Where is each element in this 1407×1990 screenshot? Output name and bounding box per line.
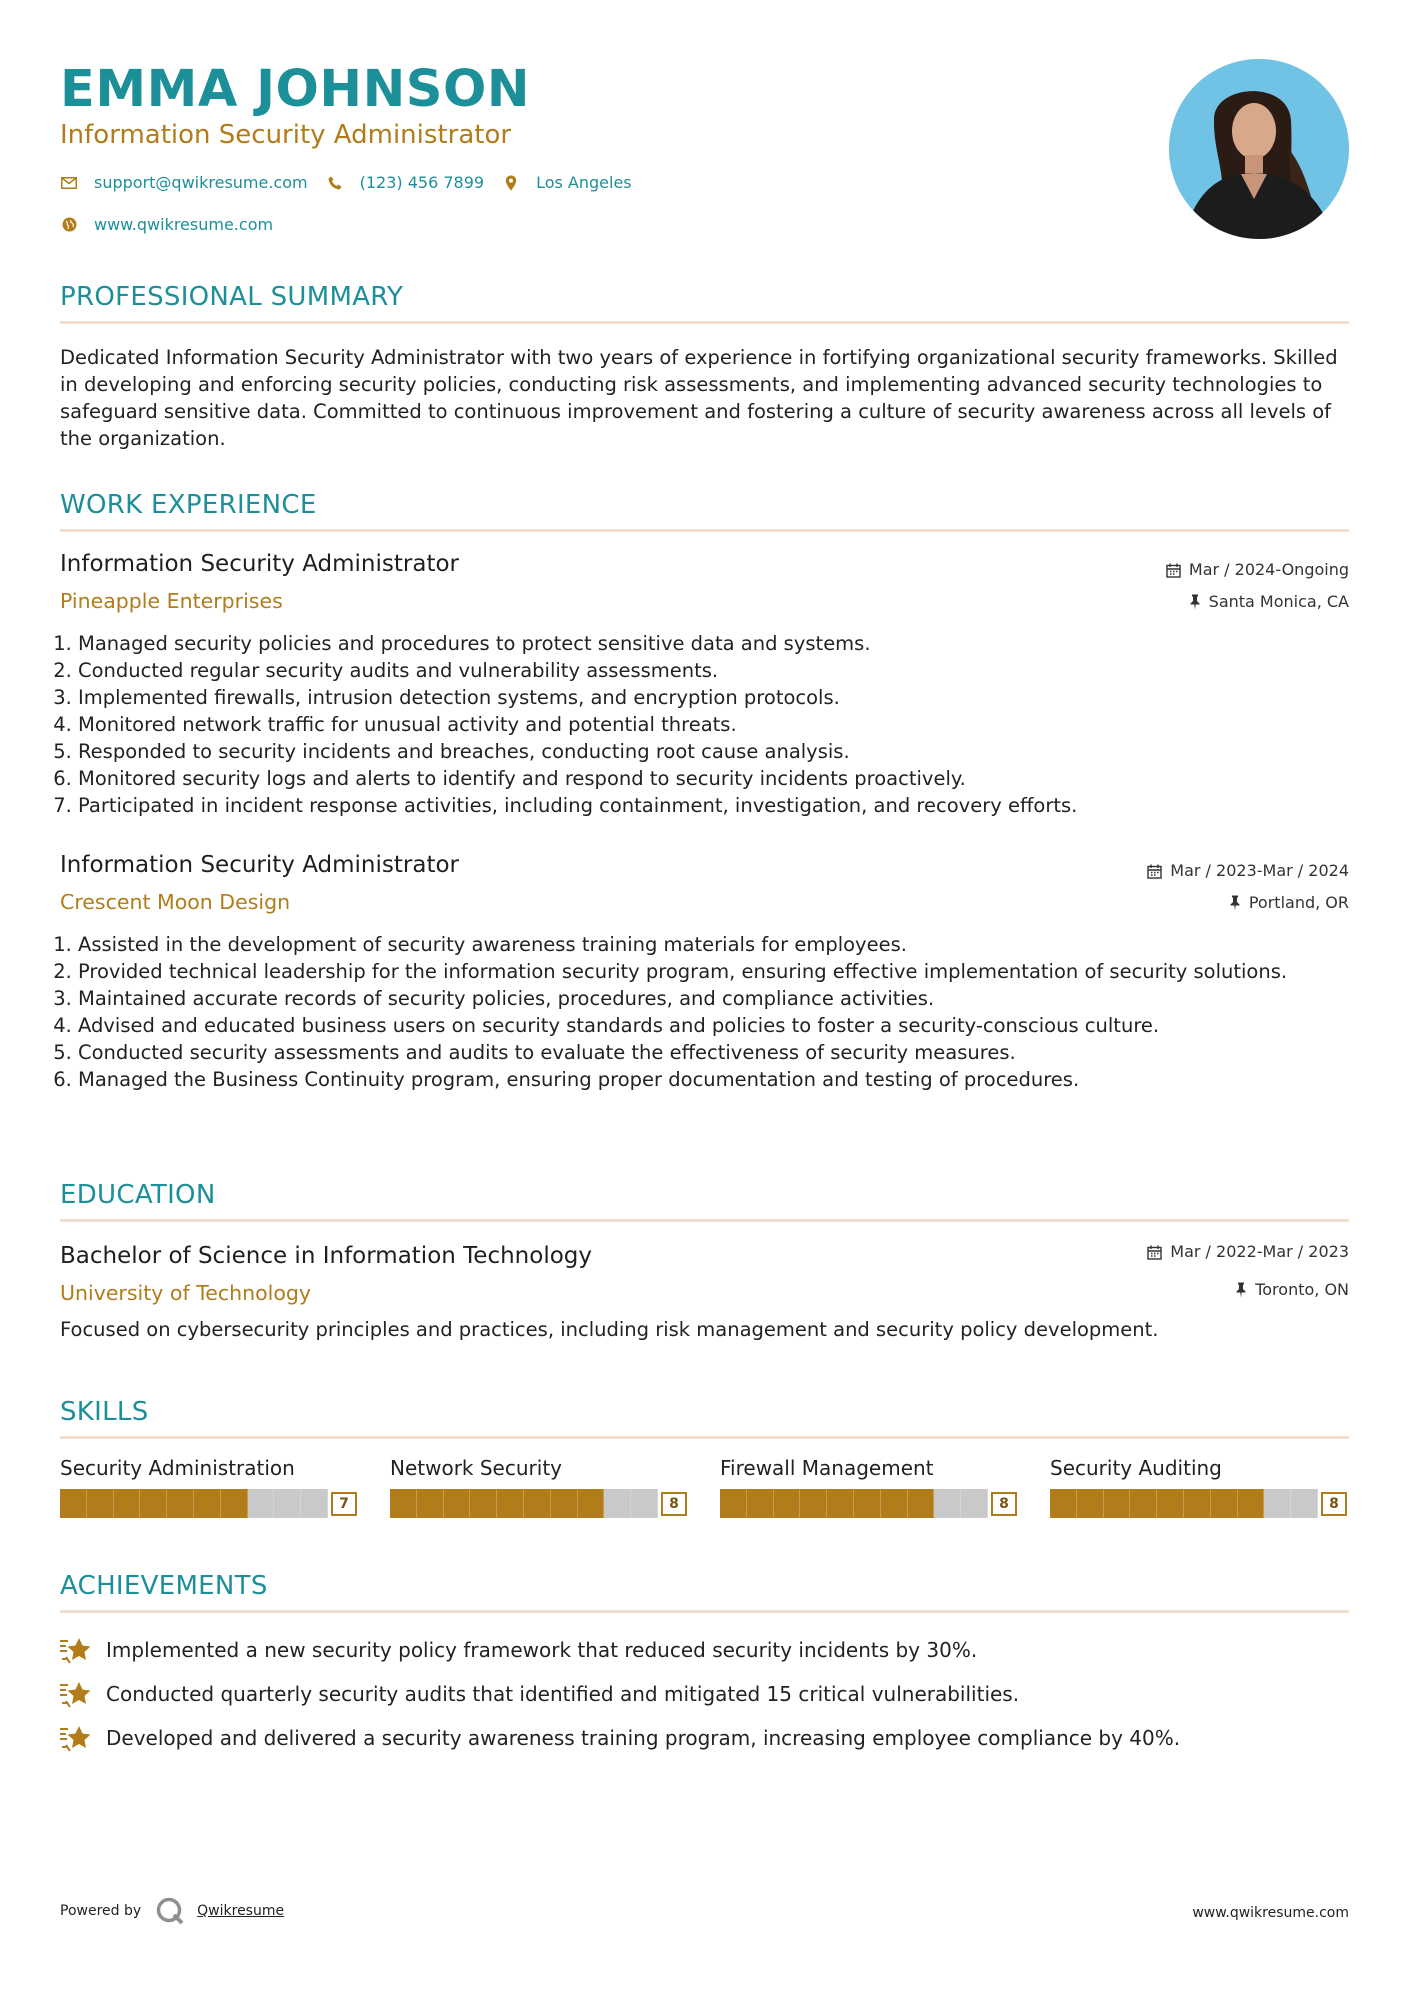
skill-item <box>60 1455 359 1518</box>
summary-text: Dedicated Information Security Administrator with two years of experience in fortifying organizational security frameworks. Skilled in developing and enforcing security policies, conducting risk assessments, and implementing advanced security technologies to safeguard sensitive data. Committed to continuous improvement and fostering a culture of security awareness across all levels of the organization. <box>60 346 1338 450</box>
candidate-title: Information Security Administrator <box>60 120 512 150</box>
achievement-text: Implemented a new security policy framework that reduced security incidents by 30%. <box>106 1638 978 1662</box>
phone-icon <box>326 174 344 192</box>
achievements-list <box>60 1628 1349 1760</box>
skill-bar-segment-empty <box>1291 1489 1318 1518</box>
achievement-text: Conducted quarterly security audits that identified and mitigated 15 critical vulnerabilities. <box>106 1682 1020 1706</box>
education-heading: EDUCATION <box>60 1180 216 1210</box>
email-link[interactable]: support@qwikresume.com <box>94 173 308 192</box>
skill-bar-segment-filled <box>908 1489 935 1518</box>
skill-name: Security Auditing <box>1050 1456 1222 1480</box>
job-title: Information Security Administrator <box>60 551 459 577</box>
qwikresume-logo-icon <box>155 1896 185 1926</box>
skill-bar-segment-empty <box>248 1489 275 1518</box>
job-location <box>1229 892 1349 914</box>
skill-score-badge: 8 <box>991 1492 1017 1516</box>
list-item: 4. Advised and educated business users on security standards and policies to foster a security-conscious culture. <box>78 1012 1367 1039</box>
skill-bar-segment-filled <box>60 1489 87 1518</box>
section-divider <box>60 1219 1349 1222</box>
skill-bar-segment-filled <box>827 1489 854 1518</box>
skills-list <box>60 1455 1349 1518</box>
list-item: 4. Monitored network traffic for unusual activity and potential threats. <box>78 711 1367 738</box>
skill-bar-segment-filled <box>747 1489 774 1518</box>
skill-bar-segment-filled <box>1077 1489 1104 1518</box>
list-item: 2. Conducted regular security audits and vulnerability assessments. <box>78 657 1367 684</box>
achievement-item <box>60 1716 1349 1760</box>
skill-bar-segment-filled <box>881 1489 908 1518</box>
calendar-icon <box>1147 1245 1162 1260</box>
skill-score-badge: 8 <box>661 1492 687 1516</box>
job-dates <box>1166 559 1349 581</box>
list-item: 2. Provided technical leadership for the information security program, ensuring effective implementation of security solutions. <box>78 958 1367 985</box>
section-divider <box>60 1610 1349 1613</box>
section-divider <box>60 1436 1349 1439</box>
powered-by-label: Powered by <box>60 1903 142 1919</box>
list-item: 1. Assisted in the development of security awareness training materials for employees. <box>78 931 1367 958</box>
degree-title: Bachelor of Science in Information Technology <box>60 1243 592 1269</box>
pushpin-icon <box>1235 1282 1247 1298</box>
school-name: University of Technology <box>60 1281 312 1305</box>
skill-bar-segment-filled <box>1157 1489 1184 1518</box>
skill-bar-segment-empty <box>1264 1489 1291 1518</box>
job-title: Information Security Administrator <box>60 852 459 878</box>
skill-bar-segment-filled <box>774 1489 801 1518</box>
list-item: 3. Implemented firewalls, intrusion detection systems, and encryption protocols. <box>78 684 1367 711</box>
award-star-icon <box>60 1679 94 1709</box>
website-link[interactable]: www.qwikresume.com <box>94 215 274 234</box>
skill-score-badge: 8 <box>1321 1492 1347 1516</box>
skill-level-bar <box>60 1489 328 1518</box>
education-dates <box>1147 1241 1349 1263</box>
job-dates-text: Mar / 2024-Ongoing <box>1188 560 1349 579</box>
skill-bar-segment-filled <box>417 1489 444 1518</box>
skill-level-bar <box>390 1489 658 1518</box>
envelope-icon <box>60 174 78 192</box>
avatar <box>1169 59 1349 239</box>
phone-number[interactable]: (123) 456 7899 <box>359 173 485 192</box>
achievement-item <box>60 1672 1349 1716</box>
skill-bar-segment-filled <box>221 1489 248 1518</box>
skill-bar-segment-filled <box>444 1489 471 1518</box>
skill-bar-segment-filled <box>497 1489 524 1518</box>
skill-bar-segment-filled <box>1104 1489 1131 1518</box>
skill-bar-segment-filled <box>551 1489 578 1518</box>
experience-heading: WORK EXPERIENCE <box>60 490 317 520</box>
skill-bar-segment-filled <box>167 1489 194 1518</box>
map-pin-icon <box>502 174 520 192</box>
job-location-text: Santa Monica, CA <box>1208 592 1349 611</box>
skill-bar-segment-filled <box>854 1489 881 1518</box>
skill-bar-segment-filled <box>720 1489 747 1518</box>
education-location-text: Toronto, ON <box>1255 1280 1349 1299</box>
list-item: 5. Conducted security assessments and audits to evaluate the effectiveness of security measures. <box>78 1039 1367 1066</box>
skill-bar-segment-filled <box>1130 1489 1157 1518</box>
achievement-item <box>60 1628 1349 1672</box>
education-description: Focused on cybersecurity principles and practices, including risk management and security policy development. <box>60 1318 1159 1341</box>
company-name: Pineapple Enterprises <box>60 589 283 613</box>
skill-bar-segment-filled <box>800 1489 827 1518</box>
skill-bar-segment-empty <box>934 1489 961 1518</box>
summary-heading: PROFESSIONAL SUMMARY <box>60 282 404 312</box>
location-text: Los Angeles <box>536 173 632 192</box>
skill-bar-segment-empty <box>274 1489 301 1518</box>
list-item: 6. Managed the Business Continuity program, ensuring proper documentation and testing of procedures. <box>78 1066 1367 1093</box>
award-star-icon <box>60 1723 94 1753</box>
company-name: Crescent Moon Design <box>60 890 291 914</box>
skill-name: Network Security <box>390 1456 562 1480</box>
job-bullets <box>60 630 1367 819</box>
achievements-heading: ACHIEVEMENTS <box>60 1571 268 1601</box>
education-dates-text: Mar / 2022-Mar / 2023 <box>1170 1242 1349 1261</box>
skill-item <box>1050 1455 1349 1518</box>
qwikresume-link[interactable]: Qwikresume <box>197 1903 285 1919</box>
award-star-icon <box>60 1635 94 1665</box>
pushpin-icon <box>1229 895 1241 911</box>
skill-bar-segment-filled <box>470 1489 497 1518</box>
skill-bar-segment-filled <box>1050 1489 1077 1518</box>
skill-bar-segment-filled <box>87 1489 114 1518</box>
list-item: 7. Participated in incident response activities, including containment, investigation, and recovery efforts. <box>78 792 1367 819</box>
skill-bar-segment-filled <box>578 1489 605 1518</box>
calendar-icon <box>1166 563 1181 578</box>
pushpin-icon <box>1189 594 1201 610</box>
skill-bar-segment-empty <box>301 1489 328 1518</box>
skill-bar-segment-filled <box>1184 1489 1211 1518</box>
job-location <box>1189 591 1349 613</box>
skill-bar-segment-filled <box>1211 1489 1238 1518</box>
calendar-icon <box>1147 864 1162 879</box>
skill-name: Firewall Management <box>720 1456 934 1480</box>
list-item: 5. Responded to security incidents and breaches, conducting root cause analysis. <box>78 738 1367 765</box>
globe-icon <box>60 216 78 234</box>
list-item: 6. Monitored security logs and alerts to identify and respond to security incidents proactively. <box>78 765 1367 792</box>
skill-bar-segment-filled <box>194 1489 221 1518</box>
skill-bar-segment-filled <box>390 1489 417 1518</box>
education-location <box>1235 1279 1349 1301</box>
skill-bar-segment-empty <box>961 1489 988 1518</box>
contact-row-2 <box>60 215 291 234</box>
skill-bar-segment-filled <box>524 1489 551 1518</box>
skill-bar-segment-empty <box>604 1489 631 1518</box>
skill-bar-segment-filled <box>114 1489 141 1518</box>
footer-powered-by <box>60 1896 284 1926</box>
job-bullets <box>60 931 1367 1093</box>
job-dates-text: Mar / 2023-Mar / 2024 <box>1170 861 1349 880</box>
skills-heading: SKILLS <box>60 1397 149 1427</box>
candidate-name: EMMA JOHNSON <box>60 60 531 119</box>
skill-item <box>720 1455 1019 1518</box>
skill-name: Security Administration <box>60 1456 295 1480</box>
job-dates <box>1147 860 1349 882</box>
skill-bar-segment-filled <box>1238 1489 1265 1518</box>
skill-level-bar <box>720 1489 988 1518</box>
section-divider <box>60 321 1349 324</box>
skill-score-badge: 7 <box>331 1492 357 1516</box>
section-divider <box>60 529 1349 532</box>
skill-bar-segment-filled <box>140 1489 167 1518</box>
list-item: 3. Maintained accurate records of security policies, procedures, and compliance activities. <box>78 985 1367 1012</box>
achievement-text: Developed and delivered a security awareness training program, increasing employee compliance by 40%. <box>106 1726 1181 1750</box>
skill-bar-segment-empty <box>631 1489 658 1518</box>
contact-row-1 <box>60 173 650 192</box>
footer-website-link[interactable]: www.qwikresume.com <box>1192 1905 1349 1921</box>
skill-level-bar <box>1050 1489 1318 1518</box>
skill-item <box>390 1455 689 1518</box>
job-location-text: Portland, OR <box>1248 893 1349 912</box>
list-item: 1. Managed security policies and procedures to protect sensitive data and systems. <box>78 630 1367 657</box>
